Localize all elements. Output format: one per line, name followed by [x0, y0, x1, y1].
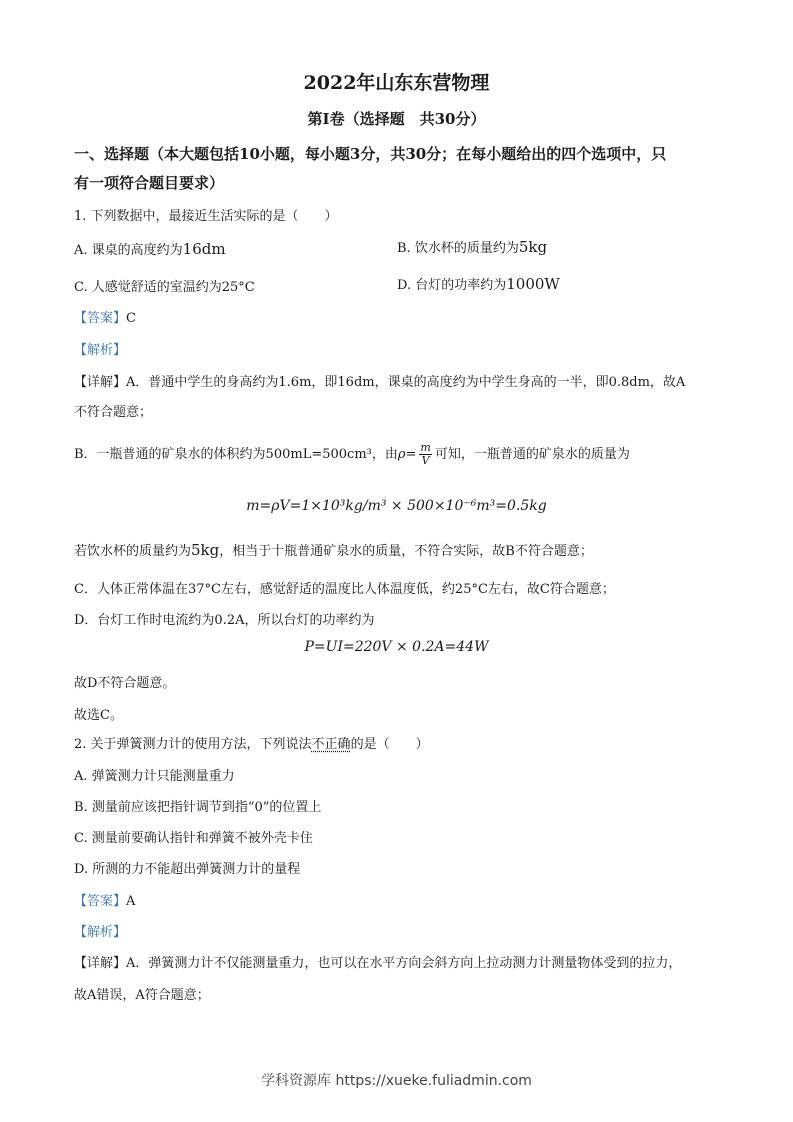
page-title: 2022年山东东营物理 — [303, 72, 490, 94]
q1-detail-c: C．人体正常体温在37°C左右，感觉舒适的温度比人体温度低，约25°C左右，故C符合题意； — [74, 582, 615, 597]
q2-answer-label: 【答案】 — [74, 894, 127, 909]
q1-option-d-value: 1000W — [506, 275, 560, 293]
q2-option-a: A. 弹簧测力计只能测量重力 — [74, 769, 235, 784]
q1-option-a-value: 16dm — [182, 240, 226, 258]
q1-detail-b-pre: B．一瓶普通的矿泉水的体积约为500mL=500cm³，由 — [74, 447, 398, 462]
section-subtitle: 第Ⅰ卷（选择题 共30分） — [307, 110, 486, 128]
q1-detail-b-line2 — [74, 540, 593, 559]
q2-detail-label: 【详解】 — [74, 956, 127, 971]
q2-stem — [74, 733, 429, 752]
q1-detail-label: 【详解】 — [74, 375, 127, 390]
q2-answer-value: A — [126, 894, 136, 909]
q1-answer-label: 【答案】 — [74, 311, 127, 326]
q1-option-b-value: 5kg — [518, 238, 548, 256]
q1-option-a-text: A. 课桌的高度约为 — [74, 243, 183, 258]
density-fraction — [419, 442, 431, 467]
q2-analysis-label: 【解析】 — [74, 925, 127, 940]
q1-detail-b-post: 可知，一瓶普通的矿泉水的质量为 — [434, 447, 630, 462]
q1-stem: 1. 下列数据中，最接近生活实际的是（ ） — [74, 209, 338, 224]
q1-analysis-label: 【解析】 — [74, 343, 127, 358]
q1-option-d — [397, 274, 560, 293]
q1-answer-value: C — [126, 311, 136, 326]
fraction-denominator: V — [421, 454, 430, 467]
power-formula: P=UI=220V × 0.2A=44W — [304, 639, 489, 655]
q1-option-c: C. 人感觉舒适的室温约为25°C — [74, 280, 255, 295]
q1-detail-d-line1: D．台灯工作时电流约为0.2A，所以台灯的功率约为 — [74, 613, 375, 628]
q1-option-d-text: D. 台灯的功率约为 — [397, 278, 507, 293]
section-heading-line1: 一、选择题（本大题包括10小题，每小题3分，共30分；在每小题给出的四个选项中，只 — [74, 145, 667, 163]
q2-option-d: D. 所测的力不能超出弹簧测力计的量程 — [74, 862, 301, 877]
q2-detail-a-text: A．弹簧测力计不仅能测量重力，也可以在水平方向会斜方向上拉动测力计测量物体受到的拉力， — [126, 956, 682, 971]
q1-detail-a-text: A．普通中学生的身高约为1.6m，即16dm，课桌的高度约为中学生身高的一半，即0.8dm，故A — [126, 375, 686, 390]
q1-detail-a-line2: 不符合题意； — [74, 405, 153, 420]
q1-detail-a-line1 — [74, 371, 685, 390]
q2-stem-pre: 2. 关于弹簧测力计的使用方法，下列说法 — [74, 737, 312, 752]
q2-answer — [74, 890, 135, 909]
q2-detail-a-line1 — [74, 952, 681, 971]
q1-detail-b2-post: ，相当于十瓶普通矿泉水的质量，不符合实际，故B不符合题意； — [219, 544, 593, 559]
q1-detail-b-rho: ρ= — [397, 447, 417, 462]
section-heading-line2: 有一项符合题目要求） — [74, 174, 225, 192]
q1-answer — [74, 307, 136, 326]
q1-detail-b2-pre: 若饮水杯的质量约为 — [74, 544, 192, 559]
q1-detail-b-line1 — [74, 442, 630, 467]
q2-option-b: B. 测量前应该把指针调节到指“0”的位置上 — [74, 800, 322, 815]
q1-detail-b2-value: 5kg — [191, 541, 220, 559]
q1-option-b-text: B. 饮水杯的质量约为 — [397, 241, 519, 256]
q1-conclusion: 故选C。 — [74, 708, 123, 723]
q1-detail-d-line2: 故D不符合题意。 — [74, 676, 176, 691]
footer-watermark: 学科资源库 https://xueke.fuliadmin.com — [261, 1073, 532, 1089]
fraction-numerator: m — [420, 441, 431, 454]
q1-option-a — [74, 239, 226, 258]
q2-stem-post: 的是（ ） — [350, 737, 429, 752]
q2-detail-a-line2: 故A错误，A符合题意； — [74, 988, 210, 1003]
q2-stem-emphasis: 不正确 — [311, 737, 351, 752]
q1-option-b — [397, 237, 547, 256]
mass-formula: m=ρV=1×10³kg/m³ × 500×10⁻⁶m³=0.5kg — [246, 498, 547, 514]
q2-option-c: C. 测量前要确认指针和弹簧不被外壳卡住 — [74, 831, 313, 846]
